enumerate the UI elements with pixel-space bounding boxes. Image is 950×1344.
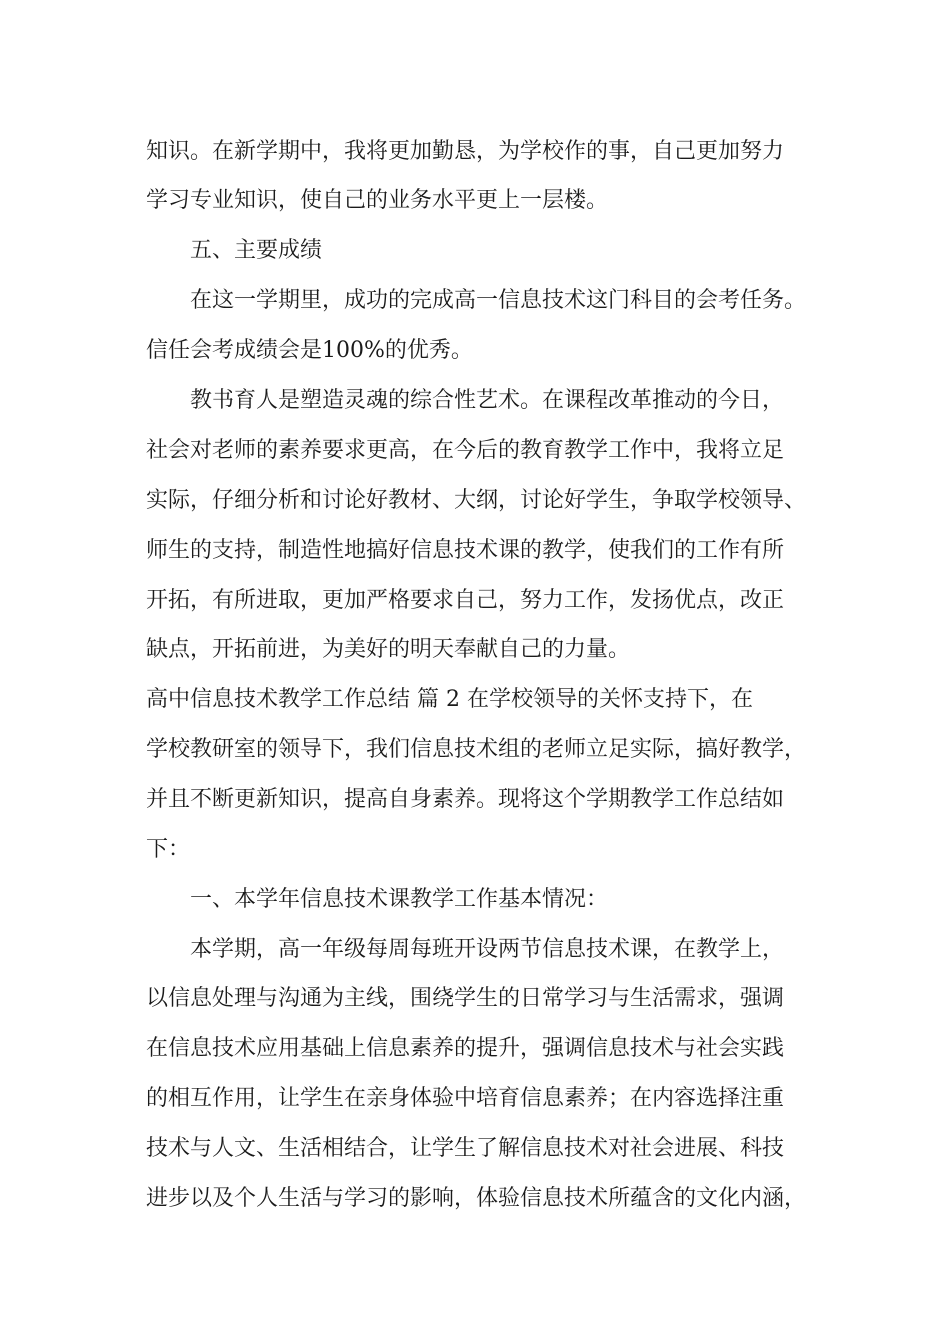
section-heading: 一、本学年信息技术课教学工作基本情况： (190, 887, 609, 912)
paragraph-start-line: 在这一学期里，成功的完成高一信息技术这门科目的会考任务。 (190, 288, 807, 313)
text-line: 在信息技术应用基础上信息素养的提升，强调信息技术与社会实践 (146, 1036, 785, 1061)
text-line: 社会对老师的素养要求更高，在今后的教育教学工作中，我将立足 (146, 438, 785, 463)
section-heading: 五、主要成绩 (190, 238, 323, 263)
text-line: 缺点，开拓前进，为美好的明天奉献自己的力量。 (146, 637, 631, 662)
text-line: 学校教研室的领导下，我们信息技术组的老师立足实际，搞好教学， (146, 737, 807, 762)
text-line: 信任会考成绩会是100%的优秀。 (146, 338, 473, 363)
text-line: 技术与人文、生活相结合，让学生了解信息技术对社会进展、科技 (146, 1136, 785, 1161)
text-line: 学习专业知识，使自己的业务水平更上一层楼。 (146, 188, 609, 213)
text-line: 的相互作用，让学生在亲身体验中培育信息素养；在内容选择注重 (146, 1086, 785, 1111)
text-line: 以信息处理与沟通为主线，围绕学生的日常学习与生活需求，强调 (146, 986, 785, 1011)
paragraph-start-line: 教书育人是塑造灵魂的综合性艺术。在课程改革推动的今日， (190, 388, 785, 413)
paragraph-start-line: 本学期，高一年级每周每班开设两节信息技术课，在教学上， (190, 937, 785, 962)
text-line: 下： (146, 837, 191, 862)
text-line: 师生的支持，制造性地搞好信息技术课的教学，使我们的工作有所 (146, 538, 785, 563)
text-line: 知识。在新学期中，我将更加勤恳，为学校作的事，自己更加努力 (146, 139, 785, 164)
text-line: 实际，仔细分析和讨论好教材、大纲，讨论好学生，争取学校领导、 (146, 488, 807, 513)
text-line: 进步以及个人生活与学习的影响，体验信息技术所蕴含的文化内涵， (146, 1186, 807, 1211)
article-title-line: 高中信息技术教学工作总结 篇 2 在学校领导的关怀支持下，在 (146, 687, 753, 712)
text-line: 开拓，有所进取，更加严格要求自己，努力工作，发扬优点，改正 (146, 588, 785, 613)
text-line: 并且不断更新知识，提高自身素养。现将这个学期教学工作总结如 (146, 787, 785, 812)
